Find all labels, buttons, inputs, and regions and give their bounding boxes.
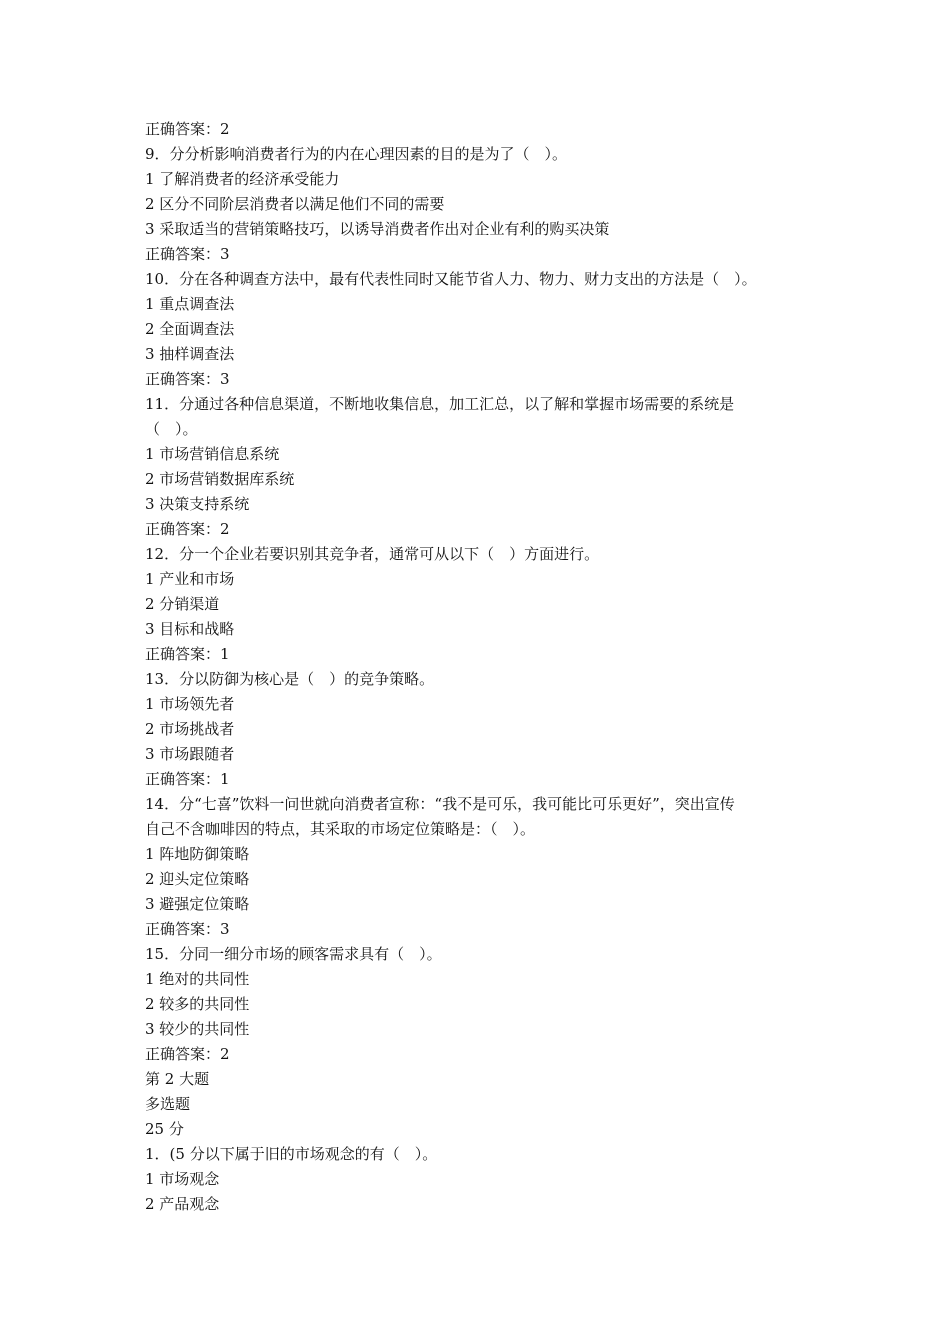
text-line: 1 重点调查法	[145, 295, 235, 313]
text-line: 2 市场营销数据库系统	[145, 470, 295, 488]
text-line: 9．分分析影响消费者行为的内在心理因素的目的是为了（ ）。	[145, 145, 568, 163]
text-line: 3 市场跟随者	[145, 745, 235, 763]
text-line: 2 迎头定位策略	[145, 870, 250, 888]
text-line: 11．分通过各种信息渠道，不断地收集信息，加工汇总，以了解和掌握市场需要的系统是	[145, 395, 735, 413]
text-line: 正确答案：2	[145, 120, 230, 138]
text-line: 2 分销渠道	[145, 595, 220, 613]
text-line: 正确答案：1	[145, 770, 230, 788]
text-line: 25 分	[145, 1120, 184, 1138]
text-line: 自己不含咖啡因的特点，其采取的市场定位策略是：（ ）。	[145, 820, 536, 838]
text-line: 14．分“七喜”饮料一问世就向消费者宣称：“我不是可乐，我可能比可乐更好”，突出宣传	[145, 795, 735, 813]
text-line: 正确答案：3	[145, 920, 230, 938]
text-line: 正确答案：2	[145, 1045, 230, 1063]
text-line: 3 决策支持系统	[145, 495, 250, 513]
text-line: 2 产品观念	[145, 1195, 220, 1213]
text-line: 2 较多的共同性	[145, 995, 250, 1013]
text-line: 3 目标和战略	[145, 620, 235, 638]
text-line: 正确答案：3	[145, 245, 230, 263]
text-line: 正确答案：2	[145, 520, 230, 538]
text-line: 1 市场领先者	[145, 695, 235, 713]
text-line: 1 了解消费者的经济承受能力	[145, 170, 340, 188]
text-line: 3 避强定位策略	[145, 895, 250, 913]
text-line: 13．分以防御为核心是（ ）的竞争策略。	[145, 670, 435, 688]
text-line: 1 阵地防御策略	[145, 845, 250, 863]
text-line: 3 抽样调查法	[145, 345, 235, 363]
text-line: 第 2 大题	[145, 1070, 210, 1088]
text-line: 正确答案：3	[145, 370, 230, 388]
text-line: 10．分在各种调查方法中，最有代表性同时又能节省人力、物力、财力支出的方法是（ ）。	[145, 270, 757, 288]
text-line: 3 采取适当的营销策略技巧，以诱导消费者作出对企业有利的购买决策	[145, 220, 610, 238]
text-line: 15．分同一细分市场的顾客需求具有（ ）。	[145, 945, 442, 963]
document-page	[145, 117, 825, 1217]
text-line: 多选题	[145, 1095, 191, 1113]
text-line: 1 市场营销信息系统	[145, 445, 280, 463]
text-line: 正确答案：1	[145, 645, 230, 663]
text-line: 1．(5 分以下属于旧的市场观念的有（ ）。	[145, 1145, 438, 1163]
text-line: 1 产业和市场	[145, 570, 235, 588]
text-line: 12．分一个企业若要识别其竞争者，通常可从以下（ ）方面进行。	[145, 545, 600, 563]
text-line: 3 较少的共同性	[145, 1020, 250, 1038]
text-line: （ ）。	[145, 420, 198, 438]
text-line: 2 全面调查法	[145, 320, 235, 338]
text-line: 2 市场挑战者	[145, 720, 235, 738]
text-line: 1 绝对的共同性	[145, 970, 250, 988]
text-line: 1 市场观念	[145, 1170, 220, 1188]
text-line: 2 区分不同阶层消费者以满足他们不同的需要	[145, 195, 445, 213]
